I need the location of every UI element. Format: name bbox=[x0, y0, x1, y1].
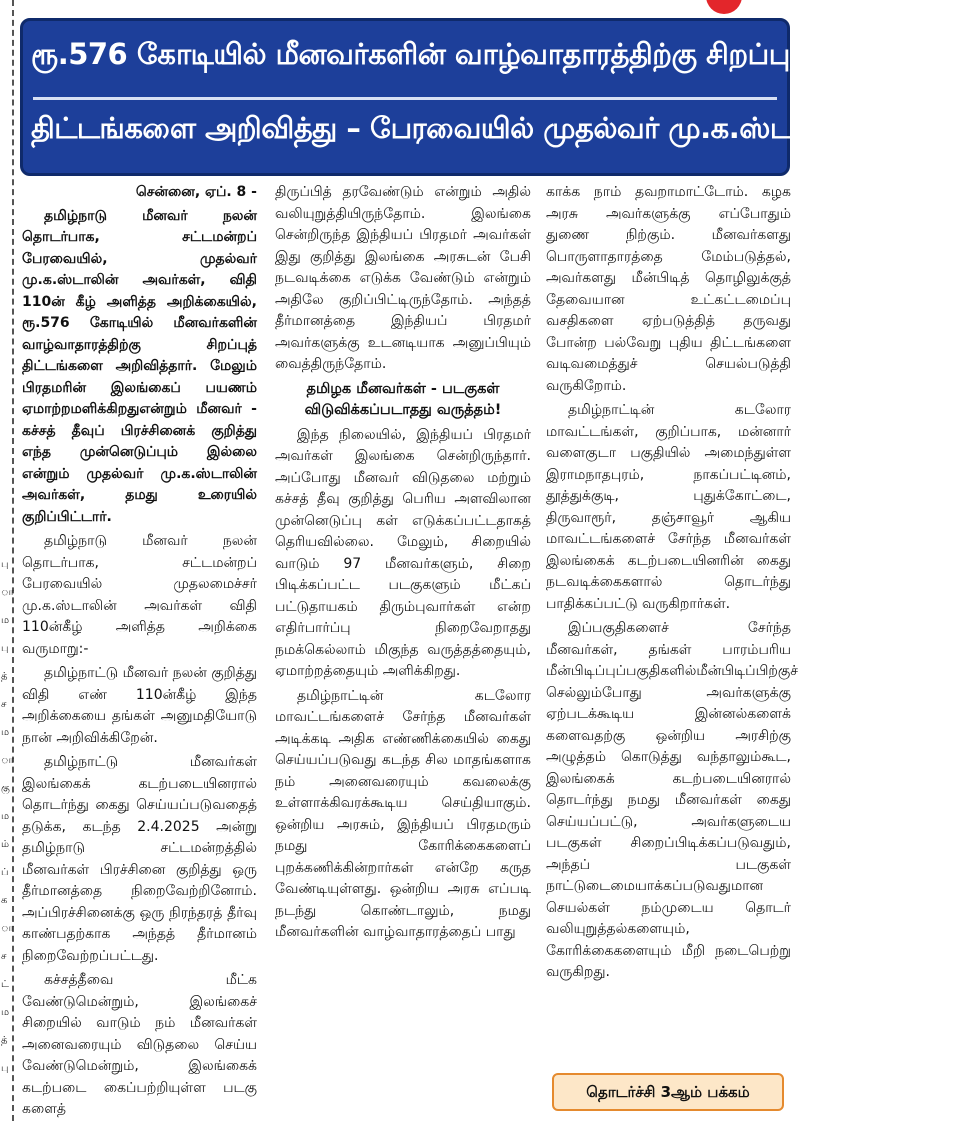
edge-text-fragment: க bbox=[1, 895, 8, 906]
edge-text-fragment: பு bbox=[1, 1063, 9, 1074]
edge-text-fragment: ப் bbox=[1, 867, 9, 878]
edge-text-fragment: ா bbox=[1, 587, 14, 598]
edge-text-fragment: த் bbox=[1, 1035, 8, 1046]
edge-text-fragment: ம bbox=[1, 811, 10, 822]
article-column-2 bbox=[275, 182, 531, 1117]
section-subheading: தமிழக மீனவர்கள் - படகுகள் விடுவிக்கப்படாதது வருத்தம்! bbox=[304, 380, 502, 418]
headline-banner bbox=[20, 18, 954, 176]
article-column-1 bbox=[22, 182, 257, 1117]
body-paragraph: தமிழ்நாட்டின் கடலோர மாவட்டங்கள், குறிப்பாக, மன்னார் வளைகுடா பகுதியில் அமைந்துள்ள இராமநாதபுரம், நாகப்பட்டினம், தூத்துக்குடி, புதுக்கோட்டை, திருவாரூர், தஞ்சாவூர் ஆகிய மாவட்டங்களைச் சேர்ந்த மீனவர்கள் இலங்கைக் கடற்படையினரின் கைது நடவடிக்கைகளால் தொடர்ந்து பாதிக்கப்பட்டு வருகிறார்கள். bbox=[546, 402, 791, 612]
edge-text-fragment: ச bbox=[1, 699, 7, 710]
edge-text-fragment: ா bbox=[1, 755, 14, 766]
edge-text-fragment: ம bbox=[1, 615, 10, 626]
body-paragraph: தமிழ்நாட்டு மீனவர் நலன் குறித்து விதி எண் 110ன்கீழ் இந்த அறிக்கையை தங்கள் அனுமதியோடு நான் அறிவிக்கிறேன். bbox=[22, 665, 257, 746]
dateline: சென்னை, ஏப். 8 - bbox=[135, 184, 257, 200]
headline-line-2: திட்டங்களை அறிவித்து – பேரவையில் முதல்வர் மு.க.ஸ்டாலின் உரை! bbox=[31, 111, 954, 145]
edge-text-fragment: ம bbox=[1, 1007, 10, 1018]
body-paragraph: இந்த நிலையில், இந்தியப் பிரதமர் அவர்கள் இலங்கை சென்றிருந்தார். அப்போது மீனவர் விடுதலை மற்றும் கச்சத் தீவு குறித்து பெரிய அளவிலான முன்னெடுப்பு கள் எடுக்கப்பட்டதாகத் தெரியவில்லை. மேலும், சிறையில் வாடும் 97 மீனவர்களும், சிறை பிடிக்கப்பட்ட படகுகளும் மீட்கப் பட்டுதாயகம் திரும்புவார்கள் என்ற எதிர்பார்ப்பு நிறைவேறாதது நமக்கெல்லாம் மிகுந்த வருத்தத்தையும், ஏமாற்றத்தையும் அளிக்கிறது. bbox=[275, 426, 531, 679]
body-paragraph: இப்பகுதிகளைச் சேர்ந்த மீனவர்கள், தங்கள் பாரம்பரிய மீன்பிடிப்புப்பகுதிகளில்மீன்பிடிப்பிற்குச் செல்லும்போது அவர்களுக்கு ஏற்படக்கூடிய இன்னல்களைக் களைவதற்கு ஒன்றிய அரசிற்கு அழுத்தம் கொடுத்து வந்தாலும்கூட, இலங்கைக் கடற்படையினரால் தொடர்ந்து நமது மீனவர்கள் கைது செய்யப்பட்டு, அவர்களுடைய படகுகள் சிறைப்பிடிக்கப்படுவதும், அந்தப் படகுகள் நாட்டுடைமையாக்கப்படுவதுமான செயல்கள் நம்முடைய தொடர் வலியுறுத்தல்களையும், கோரிக்கைகளையும் மீறி நடைபெற்று வருகிறது. bbox=[546, 620, 798, 980]
lead-paragraph: தமிழ்நாடு மீனவர் நலன் தொடர்பாக, சட்டமன்றப் பேரவையில், முதல்வர் மு.க.ஸ்டாலின் அவர்கள், விதி 110ன் கீழ் அளித்த அறிக்கையில், ரூ.576 கோடியில் மீனவர்களின் வாழ்வாதாரத்திற்கு சிறப்புத் திட்டங்களை அறிவித்தார். மேலும் பிரதமரின் இலங்கைப் பயணம் ஏமாற்றமளிக்கிறதுஎன்றும் மீனவர் - கச்சத் தீவுப் பிரச்சினைக் குறித்து எந்த முன்னெடுப்பும் இல்லை என்றும் முதல்வர் மு.க.ஸ்டாலின் அவர்கள், தமது உரையில் குறிப்பிட்டார். bbox=[22, 207, 257, 525]
continued-on-page-3-link[interactable]: தொடர்ச்சி 3ஆம் பக்கம் bbox=[552, 1073, 784, 1111]
edge-text-fragment: த் bbox=[1, 671, 8, 682]
body-paragraph: தமிழ்நாட்டு மீனவர்கள் இலங்கைக் கடற்படையினரால் தொடர்ந்து கைது செய்யப்படுவதைத் தடுக்க, கடந்த 2.4.2025 அன்று தமிழ்நாடு சட்டமன்றத்தில் மீனவர்கள் பிரச்சினை குறித்து ஒரு தீர்மானத்தை நிறைவேற்றினோம். அப்பிரச்சினைக்கு ஒரு நிரந்தரத் தீர்வு காண்பதற்காக அந்தத் தீர்மானம் நிறைவேற்றப்பட்டது. bbox=[22, 754, 257, 964]
previous-article-edge bbox=[0, 0, 14, 1121]
edge-text-fragment: ம bbox=[1, 727, 10, 738]
edge-text-fragment: ட் bbox=[1, 979, 9, 990]
edge-text-fragment: ச bbox=[1, 951, 7, 962]
edge-text-fragment: ா bbox=[1, 923, 14, 934]
edge-text-fragment: பு bbox=[1, 643, 9, 654]
edge-text-fragment: பு bbox=[1, 559, 9, 570]
headline-divider bbox=[33, 97, 777, 100]
red-marker-dot bbox=[706, 0, 742, 14]
edge-text-fragment: கு bbox=[1, 783, 10, 794]
article-column-3 bbox=[546, 182, 798, 1117]
body-paragraph: திருப்பித் தரவேண்டும் என்றும் அதில் வலியுறுத்தியிருந்தோம். இலங்கை சென்றிருந்த இந்தியப் பிரதமர் அவர்கள் இது குறித்து இலங்கை அரசுடன் பேசி நடவடிக்கை எடுக்க வேண்டும் என்றும் அதிலே குறிப்பிட்டிருந்தோம். அந்தத் தீர்மானத்தை இந்தியப் பிரதமர் அவர்களுக்கு உடனடியாக அனுப்பியும் வைத்திருந்தோம். bbox=[275, 184, 531, 372]
headline-line-1: ரூ.576 கோடியில் மீனவர்களின் வாழ்வாதாரத்திற்கு சிறப்புத் bbox=[31, 37, 809, 71]
body-paragraph: தமிழ்நாட்டின் கடலோர மாவட்டங்களைச் சேர்ந்த மீனவர்கள் அடிக்கடி அதிக எண்ணிக்கையில் கைது செய்யப்படுவது கடந்த சில மாதங்களாக நம் அனைவரையும் கவலைக்கு உள்ளாக்கிவரக்கூடிய செய்தியாகும். ஒன்றிய அரசும், இந்தியப் பிரதமரும் நமது கோரிக்கைகளைப் புறக்கணிக்கின்றார்கள் என்றே கருத வேண்டியுள்ளது. ஒன்றிய அரசு எப்படி நடந்து கொண்டாலும், நமது மீனவர்களின் வாழ்வாதாரத்தைப் பாது bbox=[275, 687, 531, 940]
body-paragraph: காக்க நாம் தவறாமாட்டோம். கழக அரசு அவர்களுக்கு எப்போதும் துணை நிற்கும். மீனவர்களது பொருளாதாரத்தை மேம்படுத்தல், அவர்களது மீன்பிடித் தொழிலுக்குத் தேவையான உட்கட்டமைப்பு வசதிகளை ஏற்படுத்தித் தருவது போன்ற பல்வேறு புதிய திட்டங்களை வடிவமைத்துச் செயல்படுத்தி வருகிறோம். bbox=[546, 184, 791, 394]
body-paragraph: தமிழ்நாடு மீனவர் நலன் தொடர்பாக, சட்டமன்றப் பேரவையில் முதலமைச்சர் மு.க.ஸ்டாலின் அவர்கள் விதி 110ன்கீழ் அளித்த அறிக்கை வருமாறு:- bbox=[22, 533, 257, 657]
body-paragraph: கச்சத்தீவை மீட்க வேண்டுமென்றும், இலங்கைச் சிறையில் வாடும் நம் மீனவர்கள் அனைவரையும் விடுதலை செய்ய வேண்டுமென்றும், இலங்கைக் கடற்படை கைப்பற்றியுள்ள படகு களைத் bbox=[22, 972, 257, 1117]
edge-text-fragment: ம் bbox=[1, 839, 10, 850]
